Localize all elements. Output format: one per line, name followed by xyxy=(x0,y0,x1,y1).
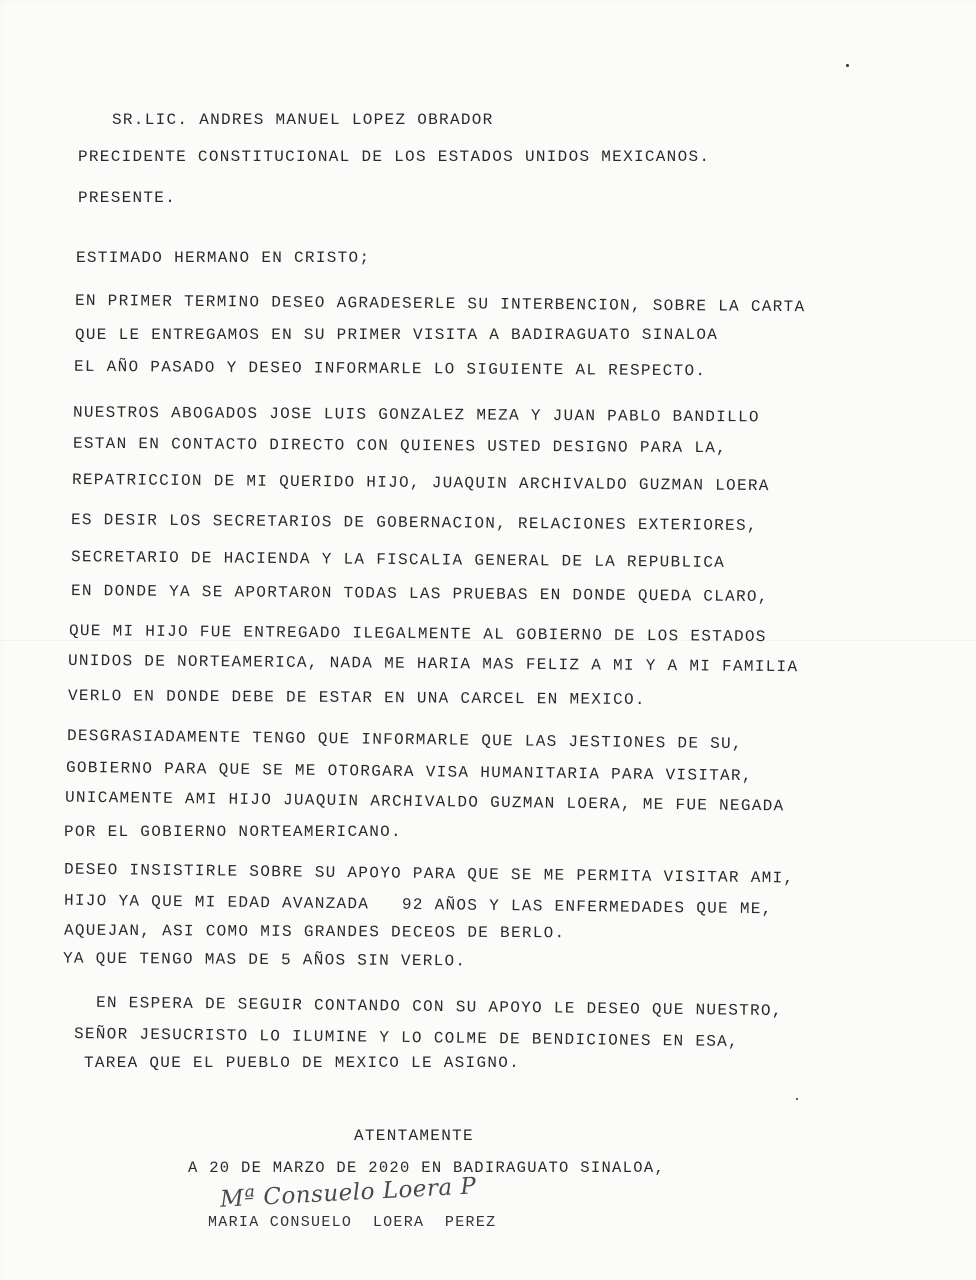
date-place: A 20 DE MARZO DE 2020 EN BADIRAGUATO SINALOA, xyxy=(188,1159,666,1177)
body-line: UNIDOS DE NORTEAMERICA, NADA ME HARIA MAS FELIZ A MI Y A MI FAMILIA xyxy=(67,651,799,677)
body-line: ESTAN EN CONTACTO DIRECTO CON QUIENES USTED DESIGNO PARA LA, xyxy=(72,434,728,458)
addressee-title: PRECIDENTE CONSTITUCIONAL DE LOS ESTADOS UNIDOS MEXICANOS. xyxy=(78,148,711,166)
body-line: NUESTROS ABOGADOS JOSE LUIS GONZALEZ MEZA Y JUAN PABLO BANDILLO xyxy=(72,403,760,427)
body-line: SEÑOR JESUCRISTO LO ILUMINE Y LO COLME DE BENDICIONES EN ESA, xyxy=(73,1024,740,1052)
body-line: EL AÑO PASADO Y DESEO INFORMARLE LO SIGUIENTE AL RESPECTO. xyxy=(73,357,707,381)
ink-speck xyxy=(846,64,849,67)
addressee-name: SR.LIC. ANDRES MANUEL LOPEZ OBRADOR xyxy=(112,111,494,129)
body-line: GOBIERNO PARA QUE SE ME OTORGARA VISA HUMANITARIA PARA VISITAR, xyxy=(65,758,753,786)
greeting: ESTIMADO HERMANO EN CRISTO; xyxy=(76,249,371,267)
body-line: SECRETARIO DE HACIENDA Y LA FISCALIA GENERAL DE LA REPUBLICA xyxy=(70,548,726,572)
body-line: POR EL GOBIERNO NORTEAMERICANO. xyxy=(64,823,402,841)
presente-line: PRESENTE. xyxy=(78,189,177,207)
body-line: ES DESIR LOS SECRETARIOS DE GOBERNACION, RELACIONES EXTERIORES, xyxy=(70,511,758,535)
body-line: HIJO YA QUE MI EDAD AVANZADA 92 AÑOS Y LAS ENFERMEDADES QUE ME, xyxy=(63,891,773,919)
body-line: AQUEJAN, ASI COMO MIS GRANDES DECEOS DE BERLO. xyxy=(63,921,566,943)
body-line: VERLO EN DONDE DEBE DE ESTAR EN UNA CARCEL EN MEXICO. xyxy=(67,686,646,710)
body-line: DESGRASIADAMENTE TENGO QUE INFORMARLE QUE LAS JESTIONES DE SU, xyxy=(66,726,743,754)
body-line: EN DONDE YA SE APORTARON TODAS LAS PRUEBAS EN DONDE QUEDA CLARO, xyxy=(70,581,769,607)
handwritten-signature: Mª Consuelo Loera P xyxy=(219,1173,478,1213)
body-line: EN ESPERA DE SEGUIR CONTANDO CON SU APOYO LE DESEO QUE NUESTRO, xyxy=(95,993,783,1021)
signer-name: MARIA CONSUELO LOERA PEREZ xyxy=(208,1214,497,1231)
body-line: DESEO INSISTIRLE SOBRE SU APOYO PARA QUE SE ME PERMITA VISITAR AMI, xyxy=(63,860,795,888)
body-line: UNICAMENTE AMI HIJO JUAQUIN ARCHIVALDO GUZMAN LOERA, ME FUE NEGADA xyxy=(64,788,785,816)
body-line: YA QUE TENGO MAS DE 5 AÑOS SIN VERLO. xyxy=(62,949,467,971)
closing: ATENTAMENTE xyxy=(354,1127,474,1145)
body-line: QUE LE ENTREGAMOS EN SU PRIMER VISITA A BADIRAGUATO SINALOA xyxy=(75,326,719,344)
body-line: REPATRICCION DE MI QUERIDO HIJO, JUAQUIN ARCHIVALDO GUZMAN LOERA xyxy=(71,470,770,496)
body-line: QUE MI HIJO FUE ENTREGADO ILEGALMENTE AL GOBIERNO DE LOS ESTADOS xyxy=(68,621,767,647)
body-line: EN PRIMER TERMINO DESEO AGRADESERLE SU INTERBENCION, SOBRE LA CARTA xyxy=(74,291,806,317)
body-line: TAREA QUE EL PUEBLO DE MEXICO LE ASIGNO. xyxy=(84,1054,521,1072)
ink-speck xyxy=(796,1098,798,1100)
